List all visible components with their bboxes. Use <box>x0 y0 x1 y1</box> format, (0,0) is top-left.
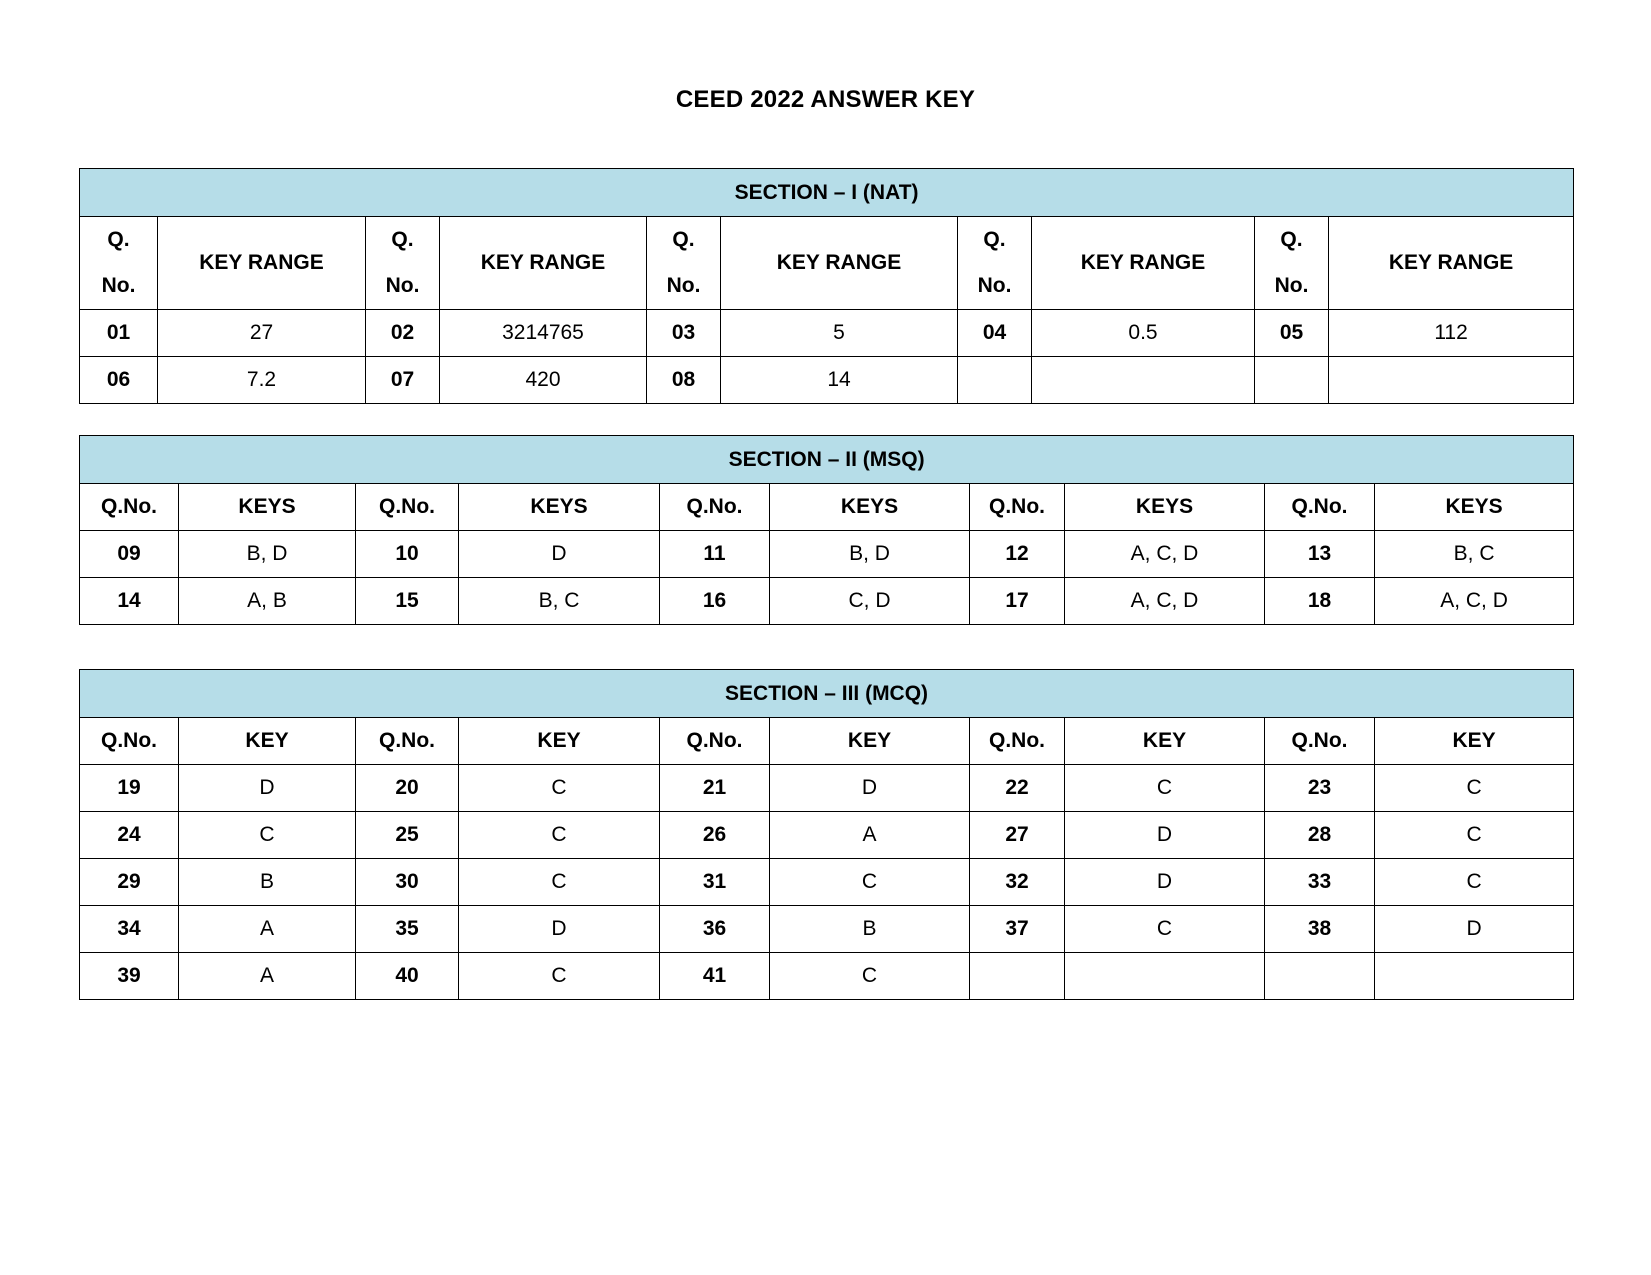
answer-key: 5 <box>721 310 958 357</box>
answer-key: C, D <box>770 578 970 625</box>
answer-key: C <box>1375 765 1574 812</box>
table-row <box>80 578 1574 625</box>
answer-key: D <box>770 765 970 812</box>
answer-key <box>1032 357 1255 404</box>
mcq-answer-table <box>79 669 1574 1000</box>
answer-key: A, B <box>179 578 356 625</box>
key-header: KEY RANGE <box>158 217 366 310</box>
answer-key: D <box>179 765 356 812</box>
question-number: 28 <box>1265 812 1375 859</box>
answer-key: D <box>1065 859 1265 906</box>
qno-header: Q.No. <box>970 484 1065 531</box>
table-row <box>80 812 1574 859</box>
question-number: 31 <box>660 859 770 906</box>
key-header: KEYS <box>179 484 356 531</box>
answer-key: C <box>770 859 970 906</box>
answer-key: A, C, D <box>1065 531 1265 578</box>
qno-header: Q.No. <box>660 484 770 531</box>
question-number: 18 <box>1265 578 1375 625</box>
table-row <box>80 310 1574 357</box>
table-row <box>80 357 1574 404</box>
table-row <box>80 859 1574 906</box>
answer-key: C <box>770 953 970 1000</box>
answer-key: C <box>1065 906 1265 953</box>
answer-key: B, C <box>1375 531 1574 578</box>
question-number: 24 <box>80 812 179 859</box>
key-header: KEY <box>1375 718 1574 765</box>
question-number: 08 <box>647 357 721 404</box>
question-number: 38 <box>1265 906 1375 953</box>
qno-header: Q.No. <box>80 484 179 531</box>
qno-header: Q.No. <box>970 718 1065 765</box>
answer-key: A, C, D <box>1375 578 1574 625</box>
question-number: 26 <box>660 812 770 859</box>
answer-key: D <box>1375 906 1574 953</box>
question-number: 39 <box>80 953 179 1000</box>
answer-key: B <box>770 906 970 953</box>
section-heading: SECTION – II (MSQ) <box>80 436 1574 484</box>
answer-key: D <box>459 531 660 578</box>
question-number: 10 <box>356 531 459 578</box>
question-number: 37 <box>970 906 1065 953</box>
question-number: 09 <box>80 531 179 578</box>
qno-header: Q. No. <box>80 217 158 310</box>
key-header: KEY <box>179 718 356 765</box>
answer-key: A <box>179 953 356 1000</box>
question-number: 05 <box>1255 310 1329 357</box>
answer-key <box>1065 953 1265 1000</box>
answer-key: 420 <box>440 357 647 404</box>
answer-key: C <box>179 812 356 859</box>
answer-key: A <box>179 906 356 953</box>
question-number: 22 <box>970 765 1065 812</box>
answer-key: C <box>1375 859 1574 906</box>
key-header: KEYS <box>459 484 660 531</box>
page-title: CEED 2022 ANSWER KEY <box>675 86 976 113</box>
answer-key: C <box>459 812 660 859</box>
question-number: 29 <box>80 859 179 906</box>
question-number: 34 <box>80 906 179 953</box>
qno-header: Q. No. <box>958 217 1032 310</box>
key-header: KEYS <box>1065 484 1265 531</box>
question-number: 36 <box>660 906 770 953</box>
question-number: 21 <box>660 765 770 812</box>
section-heading: SECTION – III (MCQ) <box>80 670 1574 718</box>
question-number: 35 <box>356 906 459 953</box>
answer-key: C <box>459 859 660 906</box>
key-header: KEY <box>770 718 970 765</box>
question-number <box>1265 953 1375 1000</box>
question-number: 02 <box>366 310 440 357</box>
qno-header: Q. No. <box>1255 217 1329 310</box>
key-header: KEY RANGE <box>1032 217 1255 310</box>
answer-key <box>1375 953 1574 1000</box>
question-number: 25 <box>356 812 459 859</box>
key-header: KEYS <box>1375 484 1574 531</box>
question-number: 30 <box>356 859 459 906</box>
question-number: 20 <box>356 765 459 812</box>
answer-key: 27 <box>158 310 366 357</box>
msq-answer-table <box>79 435 1574 625</box>
answer-key: D <box>1065 812 1265 859</box>
question-number: 14 <box>80 578 179 625</box>
question-number <box>970 953 1065 1000</box>
question-number: 15 <box>356 578 459 625</box>
answer-key: B, C <box>459 578 660 625</box>
question-number: 17 <box>970 578 1065 625</box>
key-header: KEY RANGE <box>721 217 958 310</box>
section-heading: SECTION – I (NAT) <box>80 169 1574 217</box>
question-number: 40 <box>356 953 459 1000</box>
answer-key: 14 <box>721 357 958 404</box>
question-number: 07 <box>366 357 440 404</box>
qno-header: Q.No. <box>660 718 770 765</box>
key-header: KEY <box>459 718 660 765</box>
answer-key: B, D <box>179 531 356 578</box>
question-number <box>1255 357 1329 404</box>
answer-key: C <box>1065 765 1265 812</box>
answer-key: 0.5 <box>1032 310 1255 357</box>
table-row <box>80 531 1574 578</box>
answer-key: 112 <box>1329 310 1574 357</box>
qno-header: Q.No. <box>80 718 179 765</box>
table-row <box>80 765 1574 812</box>
answer-key: 7.2 <box>158 357 366 404</box>
key-header: KEY <box>1065 718 1265 765</box>
question-number: 06 <box>80 357 158 404</box>
qno-header: Q.No. <box>356 484 459 531</box>
table-row <box>80 953 1574 1000</box>
key-header: KEYS <box>770 484 970 531</box>
table-row <box>80 906 1574 953</box>
question-number: 04 <box>958 310 1032 357</box>
question-number: 33 <box>1265 859 1375 906</box>
question-number: 32 <box>970 859 1065 906</box>
question-number: 41 <box>660 953 770 1000</box>
key-header: KEY RANGE <box>1329 217 1574 310</box>
answer-key: C <box>459 953 660 1000</box>
qno-header: Q.No. <box>1265 484 1375 531</box>
question-number: 27 <box>970 812 1065 859</box>
question-number: 03 <box>647 310 721 357</box>
answer-key: C <box>459 765 660 812</box>
answer-key: D <box>459 906 660 953</box>
nat-answer-table <box>79 168 1574 404</box>
question-number: 13 <box>1265 531 1375 578</box>
answer-key: 3214765 <box>440 310 647 357</box>
question-number: 23 <box>1265 765 1375 812</box>
question-number: 12 <box>970 531 1065 578</box>
qno-header: Q.No. <box>1265 718 1375 765</box>
answer-key <box>1329 357 1574 404</box>
qno-header: Q. No. <box>366 217 440 310</box>
qno-header: Q.No. <box>356 718 459 765</box>
answer-key: B <box>179 859 356 906</box>
question-number: 16 <box>660 578 770 625</box>
key-header: KEY RANGE <box>440 217 647 310</box>
question-number: 11 <box>660 531 770 578</box>
answer-key: A <box>770 812 970 859</box>
qno-header: Q. No. <box>647 217 721 310</box>
answer-key: C <box>1375 812 1574 859</box>
question-number: 19 <box>80 765 179 812</box>
answer-key: B, D <box>770 531 970 578</box>
answer-key: A, C, D <box>1065 578 1265 625</box>
question-number <box>958 357 1032 404</box>
question-number: 01 <box>80 310 158 357</box>
